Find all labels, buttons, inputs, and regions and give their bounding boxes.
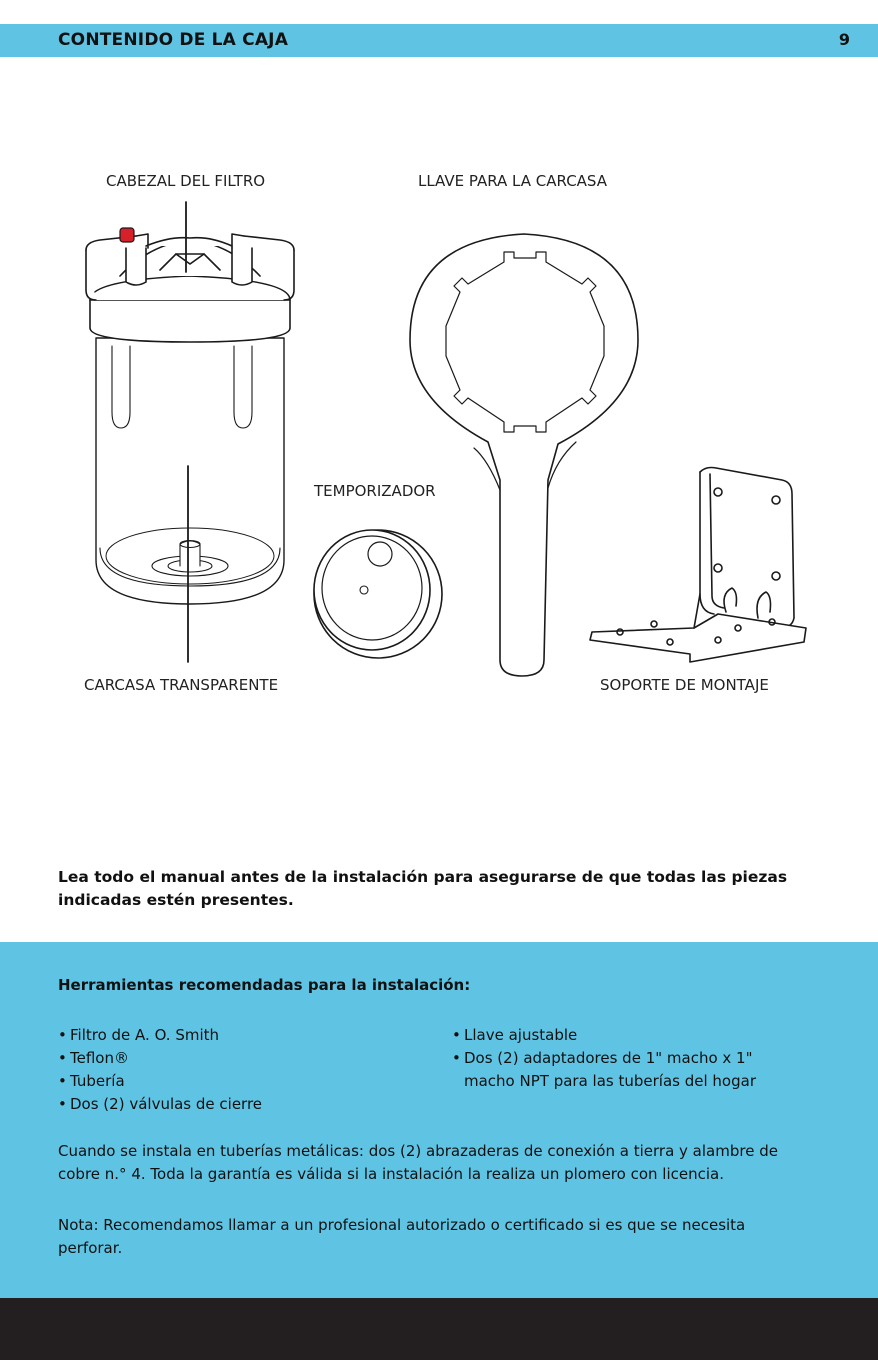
label-filter-head: CABEZAL DEL FILTRO — [106, 172, 266, 190]
bullet: • — [452, 1049, 461, 1067]
list-item: • Dos (2) válvulas de cierre — [58, 1093, 262, 1116]
label-timer: TEMPORIZADOR — [314, 482, 436, 500]
bullet: • — [452, 1026, 461, 1044]
filter-assembly-drawing — [86, 202, 294, 662]
list-item: • Llave ajustable — [452, 1024, 792, 1047]
tools-list-left — [58, 1024, 262, 1116]
list-item: • Filtro de A. O. Smith — [58, 1024, 262, 1047]
timer-drawing — [314, 530, 442, 658]
tools-list-right — [452, 1024, 792, 1093]
relief-button-drawing — [120, 228, 134, 242]
page-number: 9 — [838, 30, 850, 49]
bullet: • — [58, 1072, 67, 1090]
footer-bar — [0, 1298, 878, 1360]
recommended-tools-box — [0, 942, 878, 1298]
metal-pipes-note: Cuando se instala en tuberías metálicas: dos (2) abrazaderas de conexión a tierra y alambre de cobre n.° 4. Toda la garantía es válida si la instalación la realiza un plomero con licencia. — [58, 1142, 778, 1183]
list-item: • Teflon® — [58, 1047, 262, 1070]
page-title: CONTENIDO DE LA CAJA — [58, 30, 289, 50]
label-housing-wrench: LLAVE PARA LA CARCASA — [418, 172, 607, 190]
tools-heading: Herramientas recomendadas para la instalación: — [58, 976, 471, 994]
label-mounting-bracket: SOPORTE DE MONTAJE — [600, 676, 769, 694]
read-manual-notice: Lea todo el manual antes de la instalación para asegurarse de que todas las piezas indicadas estén presentes. — [58, 868, 788, 909]
list-item: • Dos (2) adaptadores de 1" macho x 1" macho NPT para las tuberías del hogar — [452, 1049, 756, 1090]
bullet: • — [58, 1026, 67, 1044]
bullet: • — [58, 1049, 67, 1067]
mounting-bracket-drawing — [590, 468, 806, 663]
bullet: • — [58, 1095, 67, 1113]
list-item: • Tubería — [58, 1070, 262, 1093]
housing-wrench-drawing — [410, 234, 638, 676]
drilling-note: Nota: Recomendamos llamar a un profesional autorizado o certificado si es que se necesita perforar. — [58, 1216, 746, 1257]
label-clear-housing: CARCASA TRANSPARENTE — [84, 676, 279, 694]
